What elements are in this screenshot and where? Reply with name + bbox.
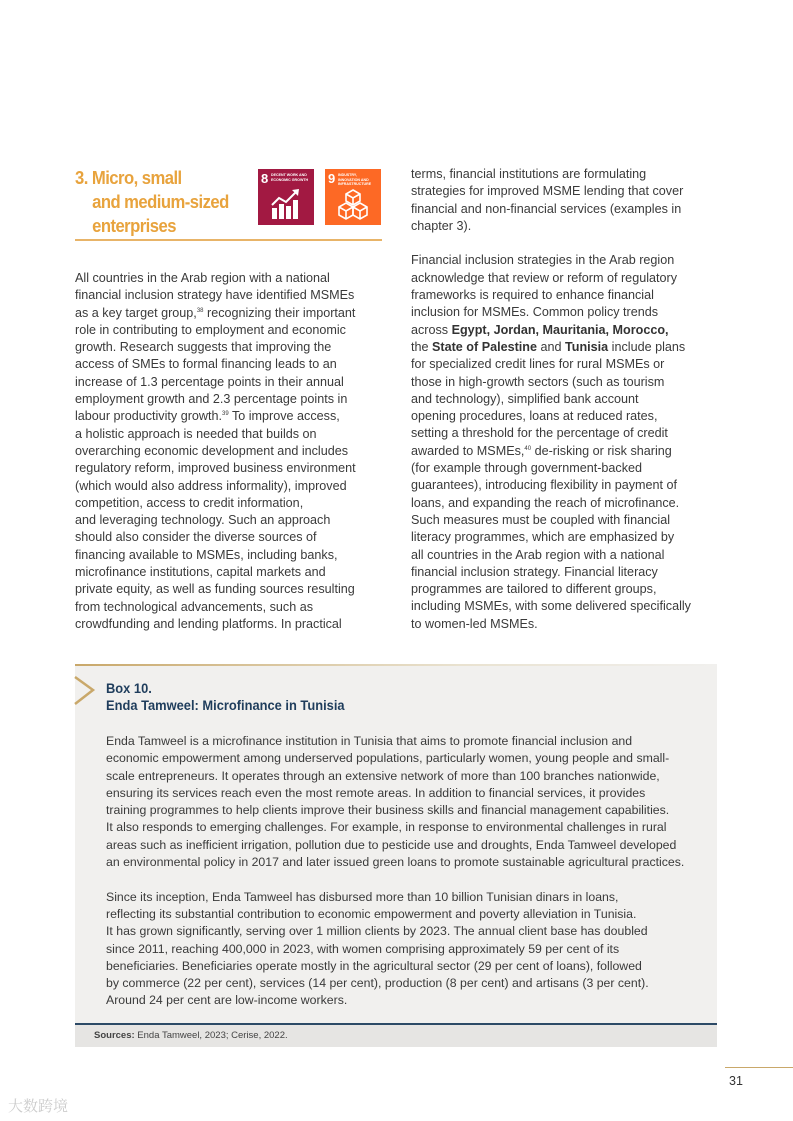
sdg-number: 8 [261, 171, 269, 186]
text-segment: programmes are tailored to different groups, [411, 582, 657, 597]
text-segment: increase of 1.3 percentage points in their annual [75, 374, 344, 389]
text-line [411, 564, 691, 581]
text-segment: loans, and expanding the reach of microfinance. [411, 495, 680, 510]
text-line [106, 854, 684, 871]
text-segment: It also responds to emerging challenges. For example, in response to environmental challenges in rural [106, 820, 667, 835]
text-segment: literacy programmes, which are emphasized by [411, 530, 675, 545]
text-segment: State of Palestine [432, 339, 537, 354]
text-line [411, 252, 691, 269]
text-segment: and [537, 339, 566, 354]
footnote-ref: 40 [524, 445, 532, 452]
text-segment: terms, financial institutions are formulating [411, 167, 647, 181]
cubes-icon [337, 188, 369, 220]
text-segment: role in contributing to employment and economic [75, 322, 346, 337]
text-segment: opening procedures, loans at reduced rates, [411, 409, 658, 424]
text-line [106, 768, 684, 785]
text-line [411, 218, 691, 235]
text-line [411, 356, 691, 373]
text-segment: regulatory reform, improved business environment [75, 461, 356, 476]
text-line [411, 183, 691, 200]
text-line [411, 425, 691, 442]
text-line [75, 581, 356, 598]
text-segment: from technological advancements, such as [75, 599, 314, 614]
text-segment: by commerce (22 per cent), services (14 per cent), production (8 per cent) and artisans (3 per cent). [106, 976, 649, 991]
sdg-label: DECENT WORK AND ECONOMIC GROWTH [271, 173, 309, 182]
text-line [75, 287, 356, 304]
text-line [75, 305, 356, 322]
text-segment: chapter 3). [411, 218, 472, 233]
text-line [75, 460, 356, 477]
section-divider [75, 239, 382, 241]
text-line [106, 958, 684, 975]
sdg-number: 9 [328, 171, 336, 186]
text-line [106, 802, 684, 819]
text-line [411, 235, 691, 252]
footnote-ref: 38 [196, 307, 204, 314]
text-segment: guarantees), introducing flexibility in payment of [411, 478, 678, 493]
text-line [106, 750, 684, 767]
text-line [411, 287, 691, 304]
box-top-border [75, 664, 717, 666]
text-line [75, 512, 356, 529]
text-line [411, 581, 691, 598]
box-arrow-icon [74, 676, 96, 706]
text-line [75, 478, 356, 495]
text-segment: Financial inclusion strategies in the Arab region [411, 253, 675, 268]
text-line [106, 941, 684, 958]
text-segment: those in high-growth sectors (such as tourism [411, 374, 665, 389]
text-line [75, 322, 356, 339]
text-line [75, 547, 356, 564]
page-number-rule [725, 1067, 793, 1068]
page-number: 31 [729, 1074, 743, 1088]
text-segment: financial inclusion strategy. Financial literacy [411, 564, 658, 579]
section-title-line: and medium-sized [92, 191, 229, 212]
text-segment: (which would also address informality), improved [75, 478, 347, 493]
text-segment: labour productivity growth. [75, 409, 222, 424]
text-segment: Enda Tamweel is a microfinance institution in Tunisia that aims to promote financial inclusion and [106, 734, 633, 748]
text-line [75, 408, 356, 425]
text-line [106, 837, 684, 854]
watermark: 大数跨境 [8, 1098, 69, 1115]
text-line [411, 322, 691, 339]
text-line [106, 889, 684, 906]
sdg-8-badge [258, 169, 314, 225]
text-segment: an environmental policy in 2017 and later issued green loans to promote sustainable agricultural practices. [106, 855, 685, 870]
text-line [75, 270, 356, 287]
text-segment: It has grown significantly, serving over 1 million clients by 2023. The annual client base has doubled [106, 924, 648, 939]
text-segment: the [411, 339, 433, 354]
text-line [75, 443, 356, 460]
text-segment: All countries in the Arab region with a national [75, 271, 330, 285]
text-line [75, 391, 356, 408]
text-segment: ensuring its services reach even the most remote areas. In addition to financial services, it provides [106, 785, 646, 800]
text-line [411, 460, 691, 477]
text-segment: de-risking or risk sharing [531, 443, 672, 458]
text-segment: a holistic approach is needed that builds on [75, 426, 317, 441]
text-segment: frameworks is required to enhance financial [411, 288, 654, 303]
text-segment: Tunisia [565, 339, 609, 354]
text-line [75, 599, 356, 616]
text-segment: training programmes to help clients improve their business skills and financial management capabilities. [106, 803, 670, 818]
text-segment: financial inclusion strategy have identified MSMEs [75, 288, 355, 303]
text-line [106, 871, 684, 888]
text-line [411, 304, 691, 321]
text-segment: all countries in the Arab region with a national [411, 547, 665, 562]
text-line [106, 733, 684, 750]
sdg-label: INDUSTRY, INNOVATION AND INFRASTRUCTURE [338, 173, 372, 186]
text-segment: employment growth and 2.3 percentage points in [75, 392, 348, 407]
right-column-text [411, 166, 691, 633]
text-segment: include plans [608, 339, 686, 354]
text-segment: scale entrepreneurs. It operates through an extensive network of more than 100 branches nationwide, [106, 768, 660, 783]
text-line [106, 992, 684, 1009]
text-line [411, 529, 691, 546]
text-segment: since 2011, reaching 400,000 in 2023, with women comprising approximately 59 per cent of its [106, 941, 620, 956]
text-segment: reflecting its substantial contribution to economic empowerment and poverty alleviation in Tunisia. [106, 906, 637, 921]
text-segment: including MSMEs, with some delivered specifically [411, 599, 691, 614]
text-segment: competition, access to credit information, [75, 495, 304, 510]
text-segment: inclusion for MSMEs. Common policy trends [411, 305, 659, 320]
text-line [75, 616, 356, 633]
text-line [106, 975, 684, 992]
text-segment: and leveraging technology. Such an approach [75, 513, 331, 528]
text-segment: and technology), simplified bank account [411, 391, 639, 406]
text-line [411, 616, 691, 633]
text-line [106, 923, 684, 940]
text-segment: financing available to MSMEs, including banks, [75, 547, 338, 562]
text-line [411, 477, 691, 494]
text-segment: recognizing their important [203, 305, 356, 320]
text-segment: crowdfunding and lending platforms. In practical [75, 616, 342, 631]
text-line [75, 356, 356, 373]
text-segment: To improve access, [228, 409, 340, 424]
text-line [411, 201, 691, 218]
section-title [75, 166, 229, 238]
text-segment: for specialized credit lines for rural MSMEs or [411, 357, 665, 372]
text-segment: Since its inception, Enda Tamweel has disbursed more than 10 billion Tunisian dinars in loans, [106, 889, 619, 904]
text-line [106, 819, 684, 836]
box-label: Box 10. [106, 680, 152, 696]
text-line [106, 785, 684, 802]
text-line [411, 598, 691, 615]
text-line [75, 564, 356, 581]
box-heading [106, 680, 345, 714]
text-line [75, 339, 356, 356]
text-segment: Such measures must be coupled with financial [411, 512, 671, 527]
text-line [411, 408, 691, 425]
sdg-9-badge [325, 169, 381, 225]
text-line [411, 391, 691, 408]
box-body-text [106, 733, 684, 1010]
text-segment: beneficiaries. Beneficiaries operate mostly in the agricultural sector (29 per cent of loans), followed [106, 958, 642, 973]
text-segment: microfinance institutions, capital markets and [75, 565, 326, 580]
text-segment: Around 24 per cent are low-income workers. [106, 993, 348, 1008]
text-line [75, 426, 356, 443]
text-segment: (for example through government-backed [411, 461, 643, 476]
box-sources [75, 1023, 717, 1047]
text-segment: overarching economic development and includes [75, 443, 349, 458]
footnote-ref: 39 [222, 411, 229, 418]
text-segment: acknowledge that review or reform of regulatory [411, 270, 677, 285]
text-line [411, 374, 691, 391]
text-segment: awarded to MSMEs, [411, 443, 525, 458]
text-line [75, 495, 356, 512]
text-segment: to women-led MSMEs. [411, 616, 538, 631]
text-line [411, 270, 691, 287]
text-line [411, 339, 691, 356]
text-segment: should also consider the diverse sources of [75, 530, 317, 545]
text-line [75, 374, 356, 391]
sources-text: Enda Tamweel, 2023; Cerise, 2022. [134, 1030, 288, 1041]
text-line [411, 547, 691, 564]
text-line [411, 443, 691, 460]
text-segment: economic empowerment among underserved populations, particularly women, young people and small- [106, 751, 670, 766]
text-line [411, 166, 691, 183]
text-segment: as a key target group, [75, 305, 197, 320]
text-segment: Egypt, Jordan, Mauritania, Morocco, [451, 322, 669, 337]
text-segment: financial and non-financial services (examples in [411, 201, 682, 216]
text-segment: across [411, 322, 452, 337]
text-line [411, 495, 691, 512]
left-column-text [75, 270, 356, 633]
section-title-line: enterprises [92, 215, 176, 236]
text-segment: areas such as inefficient irrigation, pollution due to pesticide use and droughts, Enda Tamweel developed [106, 837, 677, 852]
text-segment: access of SMEs to formal financing leads to an [75, 357, 337, 372]
text-segment: growth. Research suggests that improving the [75, 340, 332, 355]
sources-label: Sources: [94, 1030, 135, 1041]
text-segment: setting a threshold for the percentage of credit [411, 426, 668, 441]
text-segment: strategies for improved MSME lending that cover [411, 184, 684, 199]
text-line [75, 529, 356, 546]
text-line [411, 512, 691, 529]
text-segment: private equity, as well as funding sources resulting [75, 582, 355, 597]
text-line [106, 906, 684, 923]
box-title: Enda Tamweel: Microfinance in Tunisia [106, 697, 345, 713]
growth-chart-icon [270, 188, 300, 220]
section-title-line: 3. Micro, small [75, 167, 182, 188]
